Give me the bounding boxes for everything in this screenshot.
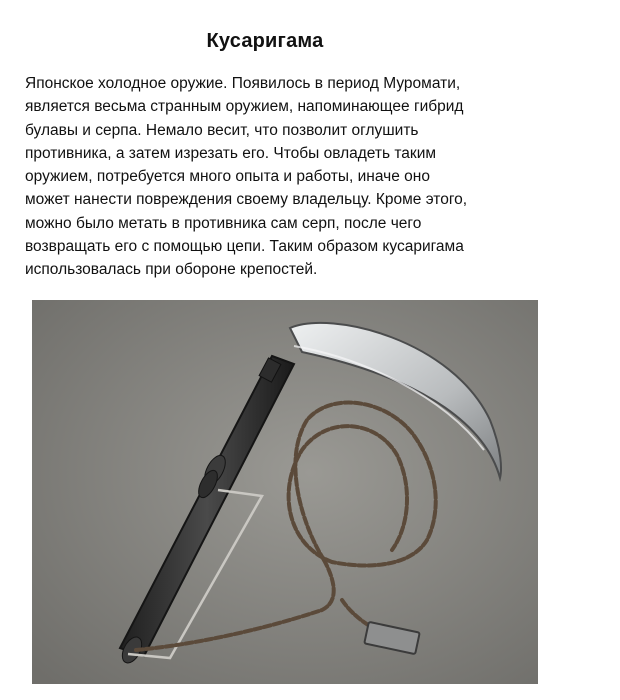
- description-paragraph: [25, 72, 585, 282]
- paragraph-line: использовалась при обороне крепостей.: [25, 261, 318, 279]
- kusarigama-photo: [32, 300, 538, 684]
- photo-background: [32, 300, 538, 684]
- paragraph-line: может нанести повреждения своему владельцу. Кроме этого,: [25, 191, 468, 209]
- paragraph-line: булавы и серпа. Немало весит, что позволит оглушить: [25, 121, 419, 139]
- paragraph-line: является весьма странным оружием, напоминающее гибрид: [25, 98, 464, 116]
- paragraph-line: Японское холодное оружие. Появилось в период Муромати,: [25, 75, 461, 92]
- paragraph-line: противника, а затем изрезать его. Чтобы овладеть таким: [25, 144, 437, 162]
- paragraph-line: можно было метать в противника сам серп, после чего: [25, 214, 422, 232]
- paragraph-line: оружием, потребуется много опыта и работы, иначе оно: [25, 168, 430, 186]
- kusarigama-illustration: [32, 300, 538, 684]
- paragraph-line: возвращать его с помощью цепи. Таким образом кусаригама: [25, 238, 464, 256]
- page-title: Кусаригама: [206, 30, 324, 52]
